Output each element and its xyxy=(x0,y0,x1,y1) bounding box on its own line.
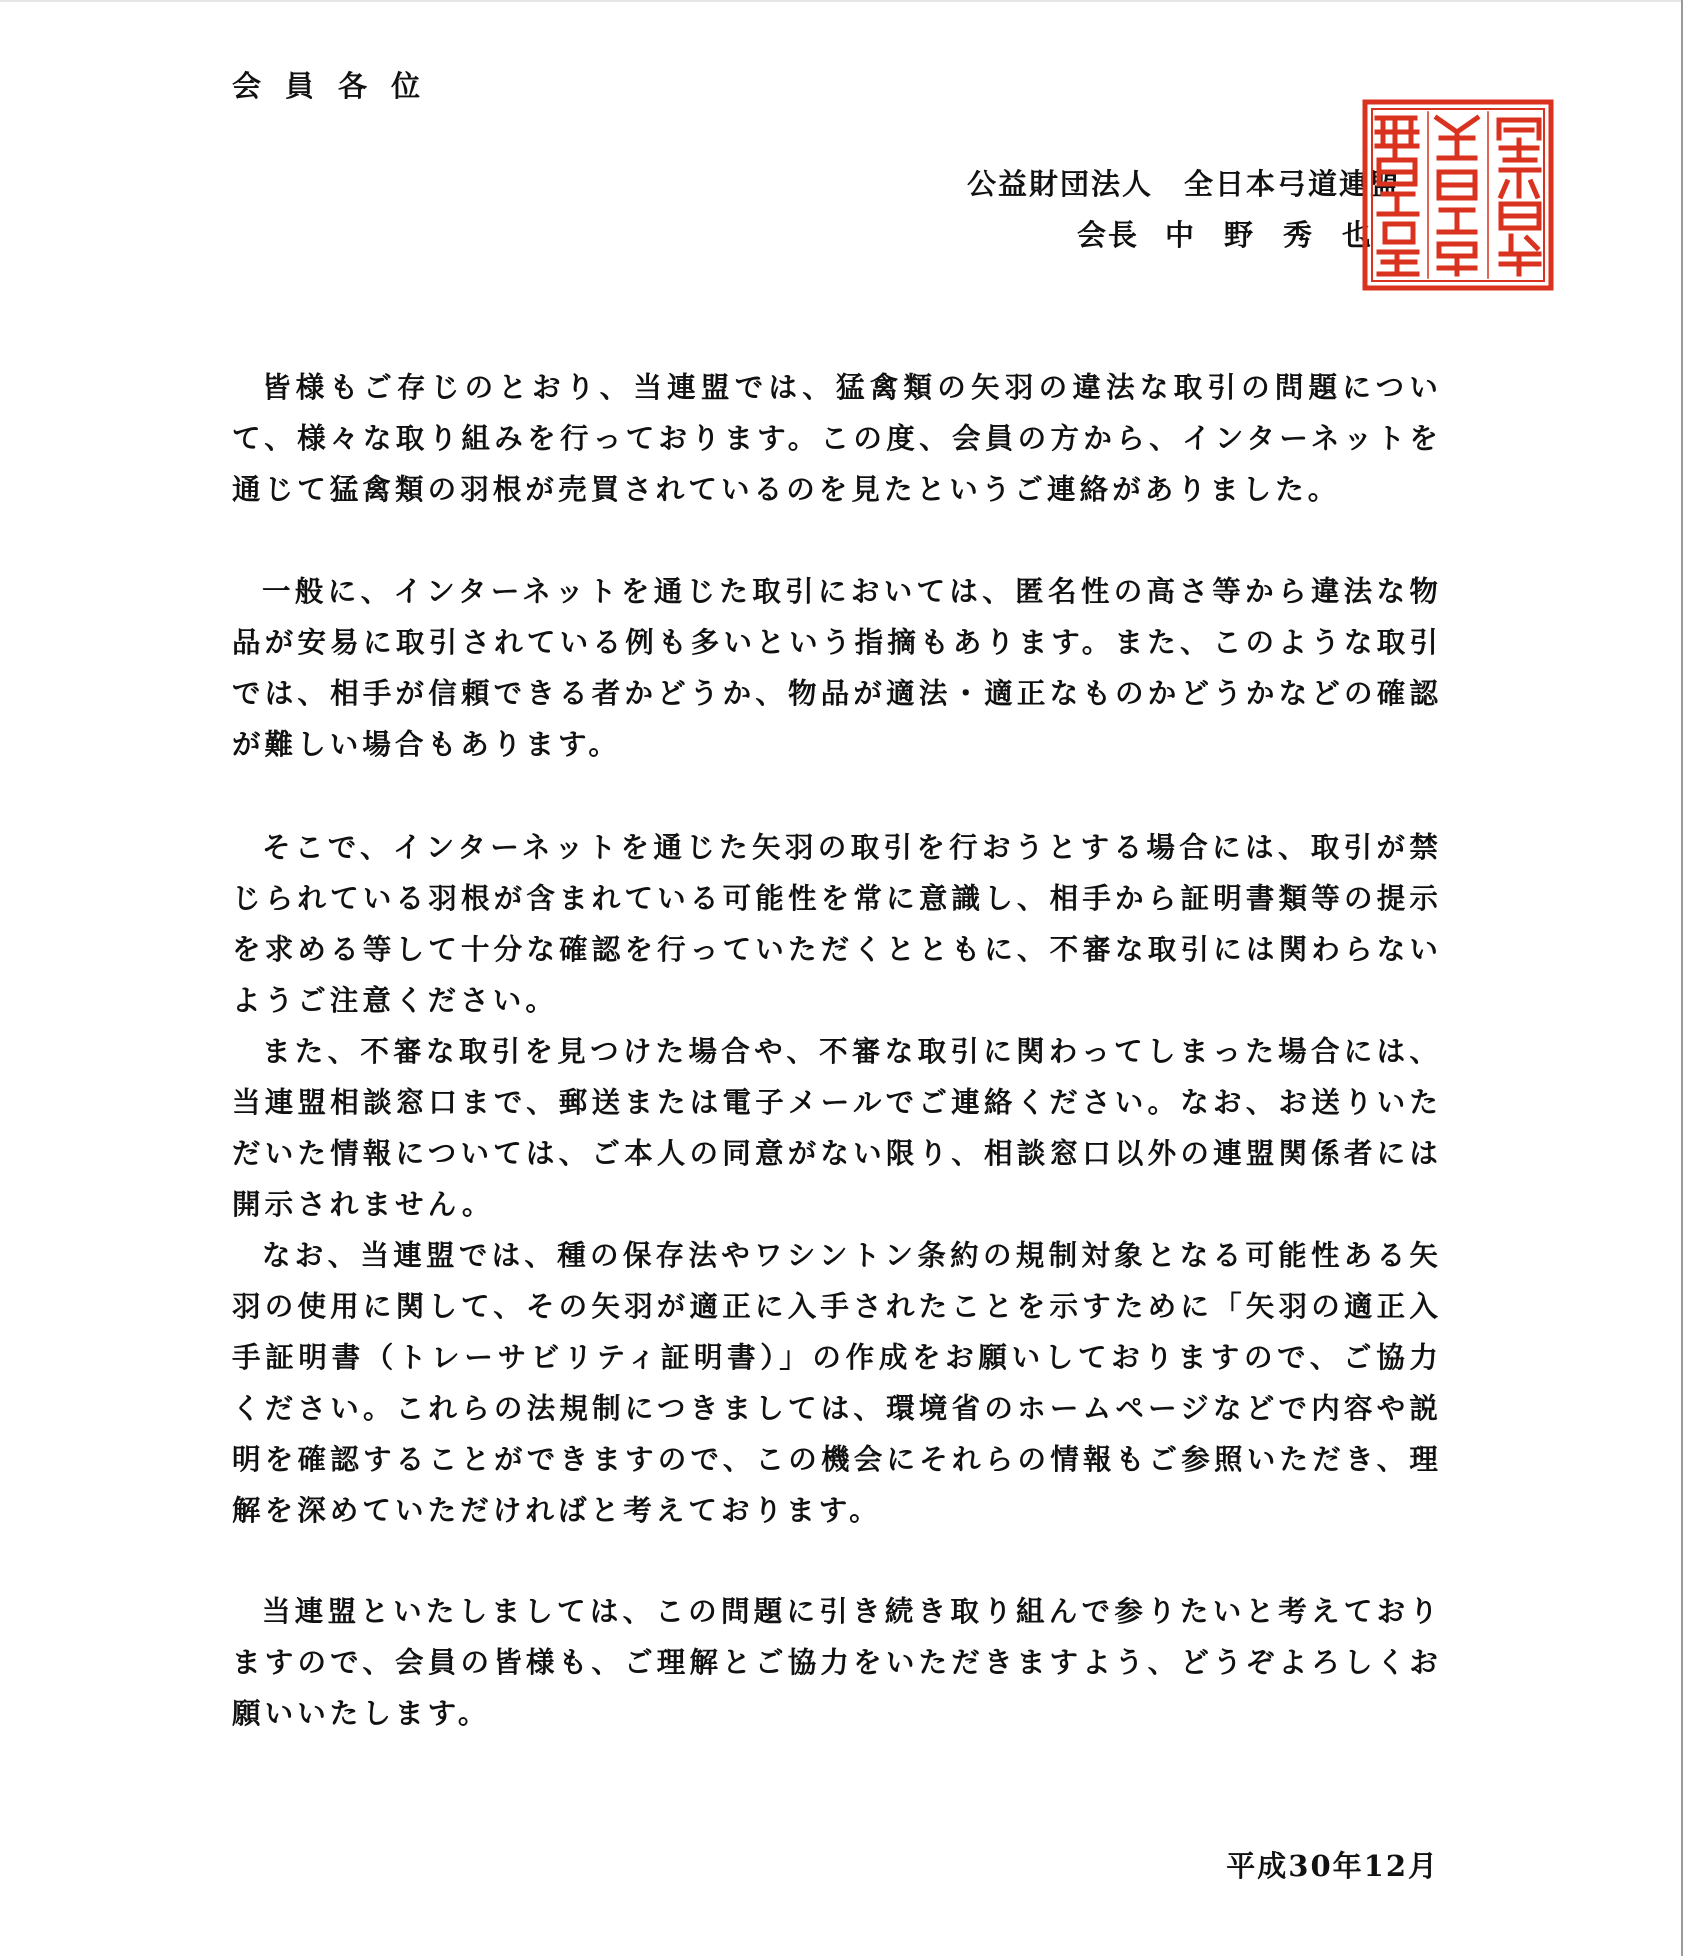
sender-signature-line xyxy=(1077,215,1401,255)
sender-name: 中野秀也 xyxy=(1164,218,1401,252)
page-right-edge xyxy=(1681,0,1683,1956)
sender-title: 会長 xyxy=(1076,218,1139,252)
official-seal xyxy=(1361,98,1555,292)
body-paragraph: 当連盟といたしましては、この問題に引き続き取り組んで参りたいと考えておりますので、会員の皆様も、ご理解とご協力をいただきますよう、どうぞよろしくお願いいたします。 xyxy=(232,1594,1442,1730)
body-paragraph: 皆様もご存じのとおり、当連盟では、猛禽類の矢羽の違法な取引の問題について、様々な取り組みを行っております。この度、会員の方から、インターネットを通じて猛禽類の羽根が売買されているのを見たというご連絡がありました。 xyxy=(232,370,1442,506)
issue-date: 平成30年12月 xyxy=(1226,1849,1439,1883)
page-top-edge xyxy=(0,0,1683,2)
sender-organization: 公益財団法人 全日本弓道連盟 xyxy=(966,167,1401,201)
body-paragraph: また、不審な取引を見つけた場合や、不審な取引に関わってしまった場合には、当連盟相談窓口まで、郵送または電子メールでご連絡ください。なお、お送りいただいた情報については、ご本人の同意がない限り、相談窓口以外の連盟関係者には開示されません。 xyxy=(232,1034,1442,1221)
body-paragraph: なお、当連盟では、種の保存法やワシントン条約の規制対象となる可能性ある矢羽の使用に関して、その矢羽が適正に入手されたことを示すために「矢羽の適正入手証明書（トレーサビリティ証明書）」の作成をお願いしておりますので、ご協力ください。これらの法規制につきましては、環境省のホームページなどで内容や説明を確認することができますので、この機会にそれらの情報もご参照いただき、理解を深めていただければと考えております。 xyxy=(232,1238,1442,1527)
body-paragraph: そこで、インターネットを通じた矢羽の取引を行おうとする場合には、取引が禁じられている羽根が含まれている可能性を常に意識し、相手から証明書類等の提示を求める等して十分な確認を行っていただくとともに、不審な取引には関わらないようご注意ください。 xyxy=(232,830,1442,1017)
body-paragraph: 一般に、インターネットを通じた取引においては、匿名性の高さ等から違法な物品が安易に取引されている例も多いという指摘もあります。また、このような取引では、相手が信頼できる者かどうか、物品が適法・適正なものかどうかなどの確認が難しい場合もあります。 xyxy=(232,574,1442,761)
salutation: 会員各位 xyxy=(232,69,445,103)
